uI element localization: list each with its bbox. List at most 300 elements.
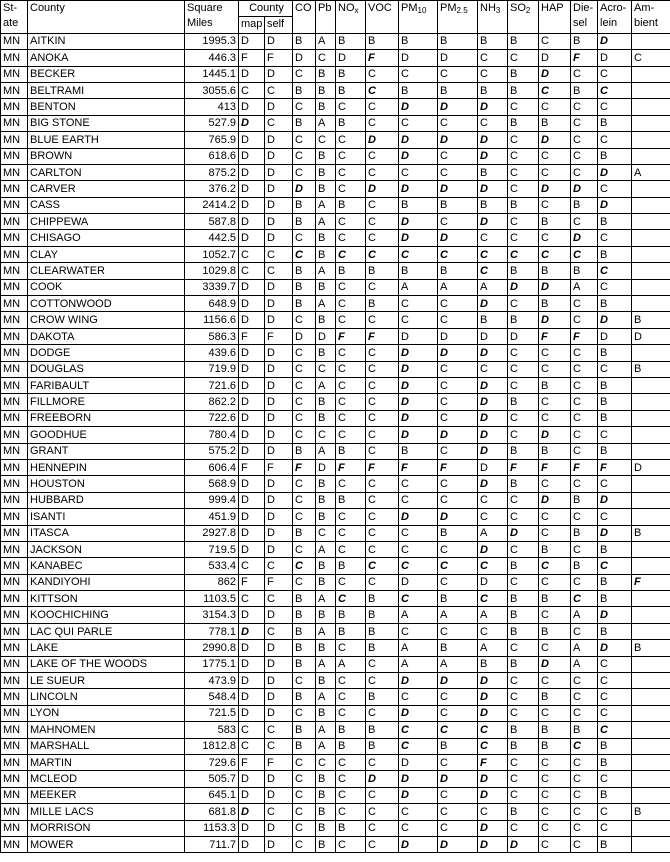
acrolein-grade-cell: C [598, 427, 632, 443]
pm10-grade-cell: B [399, 197, 438, 213]
pb-grade-cell: B [316, 607, 336, 623]
pm25-grade-cell: C [438, 394, 478, 410]
diesel-grade-cell: C [571, 345, 598, 361]
so2-grade-cell: C [508, 164, 539, 180]
nh3-grade-cell: D [478, 820, 508, 836]
co-grade-cell: C [293, 804, 316, 820]
square-miles-cell: 729.6 [185, 754, 239, 770]
voc-grade-cell: C [366, 656, 399, 672]
co-grade-cell: D [293, 181, 316, 197]
hap-grade-cell: C [539, 673, 571, 689]
pm25-grade-cell: C [438, 115, 478, 131]
state-cell: MN [1, 279, 28, 295]
nh3-grade-cell: C [478, 230, 508, 246]
square-miles-cell: 2414.2 [185, 197, 239, 213]
county-cell: DOUGLAS [28, 361, 185, 377]
so2-grade-cell: C [508, 377, 539, 393]
co-grade-cell: F [293, 459, 316, 475]
diesel-grade-cell: C [571, 476, 598, 492]
ambient-grade-cell [632, 820, 670, 836]
pm25-grade-cell: C [438, 623, 478, 639]
nox-grade-cell: B [336, 820, 366, 836]
hap-grade-cell: B [539, 689, 571, 705]
so2-grade-cell: B [508, 197, 539, 213]
pm10-grade-cell: C [399, 804, 438, 820]
county-cell: MOWER [28, 836, 185, 852]
county-cell: MARTIN [28, 754, 185, 770]
so2-grade-cell: B [508, 443, 539, 459]
hap-grade-cell: B [539, 738, 571, 754]
ambient-grade-cell: A [632, 164, 670, 180]
ambient-grade-cell [632, 181, 670, 197]
state-cell: MN [1, 476, 28, 492]
acrolein-grade-cell: B [598, 754, 632, 770]
acrolein-grade-cell: C [598, 263, 632, 279]
state-cell: MN [1, 377, 28, 393]
voc-grade-cell: C [366, 377, 399, 393]
diesel-grade-cell: F [571, 459, 598, 475]
square-miles-cell: 606.4 [185, 459, 239, 475]
acrolein-grade-cell: C [598, 705, 632, 721]
square-miles-cell: 533.4 [185, 558, 239, 574]
hap-grade-cell: C [539, 99, 571, 115]
diesel-grade-cell: C [571, 66, 598, 82]
pb-grade-cell: A [316, 197, 336, 213]
co-grade-cell: C [293, 410, 316, 426]
header-ambient-line1: Am- [634, 2, 655, 14]
pm25-grade-cell: B [438, 263, 478, 279]
hap-grade-cell: C [539, 82, 571, 98]
map-grade-cell: D [239, 820, 265, 836]
square-miles-cell: 583 [185, 722, 239, 738]
state-cell: MN [1, 99, 28, 115]
nox-grade-cell: D [336, 50, 366, 66]
pb-grade-cell: D [316, 459, 336, 475]
county-cell: BELTRAMI [28, 82, 185, 98]
hap-grade-cell: C [539, 410, 571, 426]
nh3-grade-cell: B [478, 164, 508, 180]
state-cell: MN [1, 361, 28, 377]
pb-grade-cell: B [316, 771, 336, 787]
pm10-grade-cell: C [399, 558, 438, 574]
acrolein-grade-cell: C [598, 279, 632, 295]
map-grade-cell: C [239, 263, 265, 279]
acrolein-grade-cell: C [598, 181, 632, 197]
header-diesel-line1: Die- [573, 2, 594, 14]
table-row [1, 427, 670, 443]
diesel-grade-cell: C [571, 623, 598, 639]
map-grade-cell: D [239, 509, 265, 525]
table-row [1, 214, 670, 230]
pm10-grade-cell: D [399, 394, 438, 410]
self-grade-cell: D [265, 771, 293, 787]
hap-grade-cell: B [539, 443, 571, 459]
map-grade-cell: D [239, 132, 265, 148]
nox-grade-cell: C [336, 377, 366, 393]
nox-grade-cell: C [336, 312, 366, 328]
co-grade-cell: C [293, 820, 316, 836]
pm10-grade-cell: D [399, 328, 438, 344]
nh3-grade-cell: B [478, 82, 508, 98]
pb-grade-cell: B [316, 99, 336, 115]
pb-grade-cell: B [316, 804, 336, 820]
pm10-grade-cell: C [399, 66, 438, 82]
state-cell: MN [1, 164, 28, 180]
voc-grade-cell: B [366, 722, 399, 738]
state-cell: MN [1, 345, 28, 361]
so2-grade-cell: C [508, 754, 539, 770]
pm10-grade-cell: D [399, 181, 438, 197]
voc-grade-cell: C [366, 558, 399, 574]
nh3-grade-cell: D [478, 99, 508, 115]
pb-grade-cell: A [316, 591, 336, 607]
hap-grade-cell: B [539, 214, 571, 230]
county-cell: CHISAGO [28, 230, 185, 246]
diesel-grade-cell: C [571, 443, 598, 459]
pb-grade-cell: A [316, 263, 336, 279]
voc-grade-cell: C [366, 754, 399, 770]
acrolein-grade-cell: C [598, 722, 632, 738]
square-miles-cell: 586.3 [185, 328, 239, 344]
pb-grade-cell: B [316, 246, 336, 262]
pb-grade-cell: C [316, 361, 336, 377]
acrolein-grade-cell: C [598, 656, 632, 672]
state-cell: MN [1, 804, 28, 820]
acrolein-grade-cell: C [598, 230, 632, 246]
so2-grade-cell: C [508, 574, 539, 590]
nox-grade-cell: F [336, 328, 366, 344]
pm10-grade-cell: D [399, 574, 438, 590]
square-miles-cell: 645.1 [185, 787, 239, 803]
nh3-grade-cell: F [478, 754, 508, 770]
map-grade-cell: D [239, 771, 265, 787]
voc-grade-cell: C [366, 509, 399, 525]
self-grade-cell: D [265, 492, 293, 508]
so2-grade-cell: C [508, 771, 539, 787]
nh3-grade-cell: C [478, 722, 508, 738]
self-grade-cell: D [265, 820, 293, 836]
table-row [1, 394, 670, 410]
voc-grade-cell: B [366, 689, 399, 705]
hap-grade-cell: F [539, 459, 571, 475]
map-grade-cell: C [239, 246, 265, 262]
pb-grade-cell: B [316, 476, 336, 492]
map-grade-cell: D [239, 214, 265, 230]
square-miles-cell: 719.5 [185, 541, 239, 557]
voc-grade-cell: C [366, 246, 399, 262]
ambient-grade-cell [632, 230, 670, 246]
state-cell: MN [1, 197, 28, 213]
acrolein-grade-cell: D [598, 492, 632, 508]
acrolein-grade-cell: F [598, 459, 632, 475]
nh3-grade-cell: D [478, 345, 508, 361]
self-grade-cell: D [265, 443, 293, 459]
diesel-grade-cell: A [571, 607, 598, 623]
self-grade-cell: D [265, 33, 293, 49]
diesel-grade-cell: B [571, 263, 598, 279]
self-grade-cell: D [265, 394, 293, 410]
self-grade-cell: C [265, 623, 293, 639]
ambient-grade-cell: B [632, 640, 670, 656]
co-grade-cell: C [293, 787, 316, 803]
self-grade-cell: D [265, 673, 293, 689]
header-nox [336, 1, 366, 34]
pm25-grade-cell: D [438, 673, 478, 689]
self-grade-cell: D [265, 99, 293, 115]
acrolein-grade-cell: D [598, 164, 632, 180]
ambient-grade-cell [632, 214, 670, 230]
self-grade-cell: C [265, 263, 293, 279]
co-grade-cell: B [293, 623, 316, 639]
nox-grade-cell: B [336, 623, 366, 639]
ambient-grade-cell: C [632, 50, 670, 66]
nh3-grade-cell: C [478, 115, 508, 131]
map-grade-cell: D [239, 607, 265, 623]
pm25-grade-cell: C [438, 246, 478, 262]
voc-grade-cell: F [366, 459, 399, 475]
so2-grade-cell: C [508, 673, 539, 689]
acrolein-grade-cell: C [598, 558, 632, 574]
nox-grade-cell: C [336, 296, 366, 312]
table-body [1, 33, 670, 853]
pb-grade-cell: B [316, 345, 336, 361]
hap-grade-cell: C [539, 525, 571, 541]
square-miles-cell: 721.6 [185, 377, 239, 393]
map-grade-cell: C [239, 591, 265, 607]
header-county-group [239, 1, 293, 17]
nh3-grade-cell: C [478, 246, 508, 262]
table-row [1, 509, 670, 525]
pm10-grade-cell: A [399, 640, 438, 656]
square-miles-cell: 999.4 [185, 492, 239, 508]
pb-grade-cell: A [316, 377, 336, 393]
self-grade-cell: D [265, 509, 293, 525]
hap-grade-cell: C [539, 148, 571, 164]
co-grade-cell: B [293, 738, 316, 754]
map-grade-cell: D [239, 148, 265, 164]
hap-grade-cell: C [539, 476, 571, 492]
nox-grade-cell: B [336, 738, 366, 754]
co-grade-cell: D [293, 50, 316, 66]
hap-grade-cell: C [539, 361, 571, 377]
pm10-grade-cell: C [399, 623, 438, 639]
co-grade-cell: C [293, 164, 316, 180]
square-miles-cell: 1029.8 [185, 263, 239, 279]
acrolein-grade-cell: B [598, 246, 632, 262]
pb-grade-cell: B [316, 82, 336, 98]
table-row [1, 296, 670, 312]
so2-grade-cell: D [508, 279, 539, 295]
state-cell: MN [1, 574, 28, 590]
pb-grade-cell: B [316, 673, 336, 689]
ambient-grade-cell [632, 394, 670, 410]
header-ambient [632, 1, 670, 34]
nh3-grade-cell: D [478, 132, 508, 148]
ambient-grade-cell [632, 296, 670, 312]
header-acrolein-line2: lein [600, 17, 618, 29]
nh3-grade-cell: C [478, 50, 508, 66]
state-cell: MN [1, 623, 28, 639]
county-cell: ANOKA [28, 50, 185, 66]
county-cell: COTTONWOOD [28, 296, 185, 312]
so2-grade-cell: C [508, 509, 539, 525]
nh3-grade-cell: C [478, 509, 508, 525]
so2-grade-cell: C [508, 410, 539, 426]
header-square-line2: Miles [187, 17, 213, 29]
nh3-grade-cell: B [478, 197, 508, 213]
self-grade-cell: F [265, 459, 293, 475]
ambient-grade-cell [632, 689, 670, 705]
hap-grade-cell: C [539, 345, 571, 361]
nox-grade-cell: C [336, 394, 366, 410]
table-row [1, 99, 670, 115]
voc-grade-cell: C [366, 541, 399, 557]
pb-grade-cell: B [316, 66, 336, 82]
diesel-grade-cell: F [571, 50, 598, 66]
acrolein-grade-cell: B [598, 115, 632, 131]
pm25-grade-cell: A [438, 656, 478, 672]
pm10-grade-cell: C [399, 722, 438, 738]
voc-grade-cell: C [366, 476, 399, 492]
table-row [1, 50, 670, 66]
county-cell: MAHNOMEN [28, 722, 185, 738]
county-cell: LYON [28, 705, 185, 721]
hap-grade-cell: C [539, 754, 571, 770]
diesel-grade-cell: C [571, 787, 598, 803]
table-row [1, 558, 670, 574]
pb-grade-cell: B [316, 820, 336, 836]
co-grade-cell: C [293, 427, 316, 443]
self-grade-cell: D [265, 640, 293, 656]
acrolein-grade-cell: B [598, 148, 632, 164]
state-cell: MN [1, 656, 28, 672]
map-grade-cell: D [239, 115, 265, 131]
pm25-grade-cell: C [438, 820, 478, 836]
pm10-grade-cell: D [399, 836, 438, 852]
map-grade-cell: C [239, 558, 265, 574]
pm10-grade-cell: D [399, 345, 438, 361]
ambient-grade-cell [632, 263, 670, 279]
acrolein-grade-cell: B [598, 623, 632, 639]
table-row [1, 836, 670, 852]
diesel-grade-cell: F [571, 328, 598, 344]
voc-grade-cell: C [366, 279, 399, 295]
nox-grade-cell: C [336, 246, 366, 262]
pm25-grade-cell: C [438, 722, 478, 738]
ambient-grade-cell [632, 377, 670, 393]
table-row [1, 279, 670, 295]
table-row [1, 181, 670, 197]
square-miles-cell: 711.7 [185, 836, 239, 852]
pm25-grade-cell: D [438, 427, 478, 443]
acrolein-grade-cell: C [598, 673, 632, 689]
county-cell: BECKER [28, 66, 185, 82]
diesel-grade-cell: C [571, 377, 598, 393]
self-grade-cell: F [265, 328, 293, 344]
nox-grade-cell: C [336, 541, 366, 557]
map-grade-cell: F [239, 459, 265, 475]
header-county [28, 1, 185, 34]
so2-grade-cell: C [508, 132, 539, 148]
ambient-grade-cell [632, 771, 670, 787]
nh3-grade-cell: A [478, 640, 508, 656]
county-cell: LINCOLN [28, 689, 185, 705]
self-grade-cell: C [265, 738, 293, 754]
square-miles-cell: 1052.7 [185, 246, 239, 262]
diesel-grade-cell: C [571, 361, 598, 377]
nox-grade-cell: B [336, 66, 366, 82]
pb-grade-cell: C [316, 525, 336, 541]
co-grade-cell: C [293, 148, 316, 164]
nox-grade-cell: A [336, 656, 366, 672]
header-so2-sub: 2 [525, 6, 531, 15]
pb-grade-cell: A [316, 296, 336, 312]
nh3-grade-cell: B [478, 33, 508, 49]
diesel-grade-cell: C [571, 574, 598, 590]
pb-grade-cell: A [316, 541, 336, 557]
voc-grade-cell: C [366, 836, 399, 852]
state-cell: MN [1, 558, 28, 574]
pb-grade-cell: A [316, 33, 336, 49]
diesel-grade-cell: B [571, 558, 598, 574]
acrolein-grade-cell: C [598, 820, 632, 836]
co-grade-cell: C [293, 476, 316, 492]
pb-grade-cell: B [316, 705, 336, 721]
voc-grade-cell: C [366, 312, 399, 328]
header-pm10-sub: 10 [417, 6, 427, 15]
acrolein-grade-cell: C [598, 509, 632, 525]
map-grade-cell: D [239, 443, 265, 459]
so2-grade-cell: C [508, 640, 539, 656]
co-grade-cell: C [293, 312, 316, 328]
co-grade-cell: B [293, 640, 316, 656]
square-miles-cell: 505.7 [185, 771, 239, 787]
co-grade-cell: C [293, 509, 316, 525]
county-cell: ITASCA [28, 525, 185, 541]
square-miles-cell: 2990.8 [185, 640, 239, 656]
hap-grade-cell: D [539, 66, 571, 82]
nox-grade-cell: C [336, 574, 366, 590]
acrolein-grade-cell: B [598, 738, 632, 754]
county-cell: MEEKER [28, 787, 185, 803]
nox-grade-cell: C [336, 689, 366, 705]
square-miles-cell: 780.4 [185, 427, 239, 443]
state-cell: MN [1, 640, 28, 656]
co-grade-cell: C [293, 230, 316, 246]
county-cell: JACKSON [28, 541, 185, 557]
so2-grade-cell: B [508, 115, 539, 131]
map-grade-cell: D [239, 312, 265, 328]
pm10-grade-cell: B [399, 263, 438, 279]
header-pm25-sub: 2.5 [456, 6, 468, 15]
nox-grade-cell: C [336, 754, 366, 770]
so2-grade-cell: D [508, 525, 539, 541]
table-row [1, 689, 670, 705]
nh3-grade-cell: D [478, 705, 508, 721]
header-county-group-label: County [249, 2, 284, 14]
state-cell: MN [1, 230, 28, 246]
nh3-grade-cell: C [478, 623, 508, 639]
pm25-grade-cell: C [438, 492, 478, 508]
ambient-grade-cell [632, 787, 670, 803]
ambient-grade-cell: D [632, 459, 670, 475]
nh3-grade-cell: D [478, 787, 508, 803]
table-row [1, 459, 670, 475]
co-grade-cell: C [293, 345, 316, 361]
map-grade-cell: D [239, 623, 265, 639]
map-grade-cell: D [239, 836, 265, 852]
so2-grade-cell: B [508, 656, 539, 672]
